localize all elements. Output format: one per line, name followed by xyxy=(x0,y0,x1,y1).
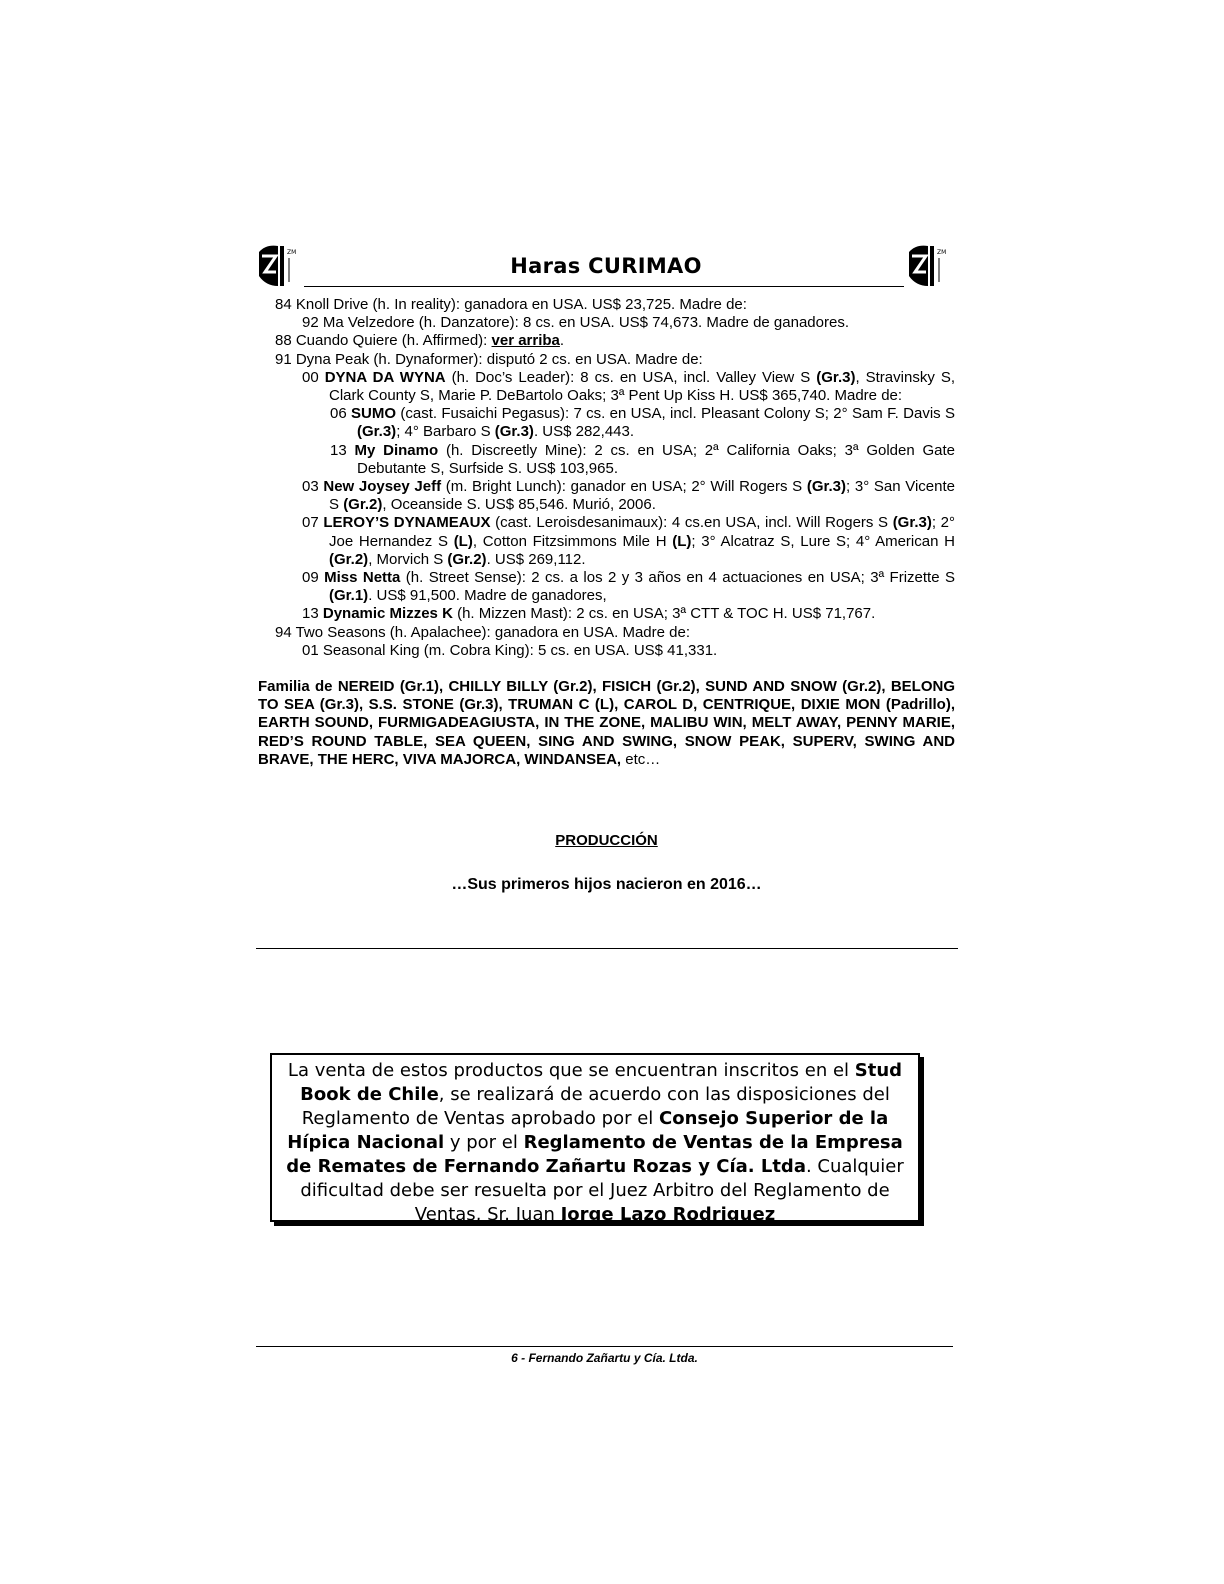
production-title: PRODUCCIÓN xyxy=(555,832,658,849)
text-run: , se realizará de acuerdo con las disposiciones del Reglamento de Ventas aprobado por el xyxy=(301,1084,890,1129)
text-run: , Morvich S xyxy=(368,550,448,568)
text-run: y por el xyxy=(444,1132,524,1153)
bold-text: My Dinamo xyxy=(354,441,439,459)
bold-text: (Gr.3) xyxy=(816,368,856,386)
produce-entry xyxy=(258,478,955,514)
text-run: 01 Seasonal King (m. Cobra King): 5 cs. en USA. US$ 41,331. xyxy=(302,641,718,659)
section-divider xyxy=(256,948,958,949)
produce-entry xyxy=(258,514,955,569)
produce-entry xyxy=(258,369,955,405)
produce-entry xyxy=(258,624,955,642)
bold-text: DYNA DA WYNA xyxy=(324,368,446,386)
bold-text: (Gr.3) xyxy=(494,423,534,441)
bold-text: Stud Book de Chile xyxy=(300,1060,903,1105)
text-run: 88 Cuando Quiere (h. Affirmed): xyxy=(275,332,492,350)
bold-text: Jorge Lazo Rodriguez xyxy=(560,1204,776,1225)
text-run: 07 xyxy=(302,514,324,532)
bold-text[interactable]: ver arriba xyxy=(491,332,560,350)
text-run: ; 3° Alcatraz S, Lure S; 4° American H xyxy=(691,532,955,550)
text-run: (cast. Leroisdesanimaux): 4 cs.en USA, incl. Will Rogers S xyxy=(490,514,893,532)
text-run: . xyxy=(559,332,565,350)
text-run: ; 2° Joe Hernandez S xyxy=(329,514,956,550)
text-run: ; 4° Barbaro S xyxy=(396,423,495,441)
produce-entry xyxy=(258,296,955,314)
text-run: . US$ 269,112. xyxy=(486,550,586,568)
text-run: . US$ 91,500. Madre de ganadores, xyxy=(368,587,607,605)
bold-text: (Gr.2) xyxy=(343,496,383,514)
page-header xyxy=(256,242,956,290)
bold-text: Dynamic Mizzes K xyxy=(322,605,453,623)
text-run: , Cotton Fitzsimmons Mile H xyxy=(472,532,673,550)
text-run: (cast. Fusaichi Pegasus): 7 cs. en USA, incl. Pleasant Colony S; 2° Sam F. Davis S xyxy=(396,405,955,423)
text-run: . US$ 282,443. xyxy=(533,423,635,441)
bold-text: Reglamento de Ventas de la Empresa de Remates de Fernando Zañartu Rozas y Cía. Ltda xyxy=(286,1132,903,1177)
sale-notice-box xyxy=(270,1053,920,1225)
bold-text: (Gr.2) xyxy=(447,550,487,568)
produce-entry xyxy=(258,332,955,350)
page-footer: 6 - Fernando Zañartu y Cía. Ltda. xyxy=(511,1351,698,1365)
text-run: , Stravinsky S, Clark County S, Marie P. DeBartolo Oaks; 3ª Pent Up Kiss H. US$ 365,740. Madre de: xyxy=(329,368,956,405)
text-run: 94 Two Seasons (h. Apalachee): ganadora en USA. Madre de: xyxy=(275,623,690,641)
text-run: (h. Discreetly Mine): 2 cs. en USA; 2ª California Oaks; 3ª Golden Gate Debutante S, Surfside S. US$ 103,965. xyxy=(357,441,956,477)
bold-text: LEROY’S DYNAMEAUX xyxy=(323,514,491,532)
produce-entry xyxy=(258,569,955,605)
production-text: …Sus primeros hijos nacieron en 2016… xyxy=(451,876,762,893)
bold-text: (L) xyxy=(453,532,473,550)
produce-entry xyxy=(258,351,955,369)
produce-entry xyxy=(258,405,955,441)
produce-entry xyxy=(258,605,955,623)
bold-text: (Gr.3) xyxy=(892,514,932,532)
text-run: (m. Bright Lunch): ganador en USA; 2° Will Rogers S xyxy=(441,478,807,496)
svg-text:ZM: ZM xyxy=(937,249,947,256)
bold-text: (Gr.3) xyxy=(806,478,847,496)
bold-text: Miss Netta xyxy=(324,569,401,587)
produce-list xyxy=(258,296,955,660)
text-run: . Cualquier dificultad debe ser resuelta por el Juez Arbitro del Reglamento de Ventas, Sr. Juan xyxy=(300,1156,904,1225)
text-run: 91 Dyna Peak (h. Dynaformer): disputó 2 cs. en USA. Madre de: xyxy=(275,350,703,368)
text-run: 06 xyxy=(330,405,352,423)
text-run: 03 xyxy=(302,478,324,496)
text-run: (h. Mizzen Mast): 2 cs. en USA; 3ª CTT & TOC H. US$ 71,767. xyxy=(452,605,876,623)
family-paragraph xyxy=(258,678,955,769)
header-rule xyxy=(304,286,904,287)
bold-text: SUMO xyxy=(351,405,397,423)
text-run: (h. Street Sense): 2 cs. a los 2 y 3 años en 4 actuaciones en USA; 3ª Frizette S xyxy=(400,569,955,587)
text-run: , Oceanside S. US$ 85,546. Murió, 2006. xyxy=(382,496,656,514)
bold-text: New Joysey Jeff xyxy=(323,478,442,496)
text-run: (h. Doc’s Leader): 8 cs. en USA, incl. Valley View S xyxy=(445,368,817,386)
bold-text: (Gr.3) xyxy=(357,423,397,441)
page-title: Haras CURIMAO xyxy=(510,254,702,278)
text-run: 92 Ma Velzedore (h. Danzatore): 8 cs. en USA. US$ 74,673. Madre de ganadores. xyxy=(302,314,849,332)
bold-text: (Gr.2) xyxy=(329,550,369,568)
zm-logo-icon xyxy=(906,242,956,288)
family-text: Familia de NEREID (Gr.1), CHILLY BILLY (Gr.2), FISICH (Gr.2), SUND AND SNOW (Gr.2), BELONG TO SEA (Gr.3), S.S. STONE (Gr.3), TRUMAN C (L), CAROL D, CENTRIQUE, DIXIE MON (Padrillo), EARTH SOUND, FURMIGADEAGIUSTA, IN THE ZONE, MALIBU WIN, MELT AWAY, PENNY MARIE, RED’S ROUND TABLE, SEA QUEEN, SING AND SWING, SNOW PEAK, SUPERV, SWING AND BRAVE, THE HERC, VIVA MAJORCA, WINDANSEA, xyxy=(258,678,955,768)
bold-text: Consejo Superior de la Hípica Nacional xyxy=(287,1108,889,1153)
bold-text: (Gr.1) xyxy=(329,587,369,605)
family-etc: etc… xyxy=(621,750,661,768)
text-run: 00 xyxy=(302,368,325,386)
bold-text: (L) xyxy=(672,532,692,550)
text-run: 13 xyxy=(330,441,355,459)
footer-rule xyxy=(256,1346,953,1347)
text-run: 13 xyxy=(302,605,323,623)
produce-entry xyxy=(258,642,955,660)
produce-entry xyxy=(258,314,955,332)
text-run: 09 xyxy=(302,569,325,587)
text-run: 84 Knoll Drive (h. In reality): ganadora en USA. US$ 23,725. Madre de: xyxy=(275,296,747,313)
svg-text:ZM: ZM xyxy=(287,249,297,256)
text-run: La venta de estos productos que se encuentran inscritos en el xyxy=(287,1060,855,1081)
pedigree-body xyxy=(258,296,955,769)
text-run: ; 3° San Vicente S xyxy=(329,478,955,514)
produce-entry xyxy=(258,442,955,478)
